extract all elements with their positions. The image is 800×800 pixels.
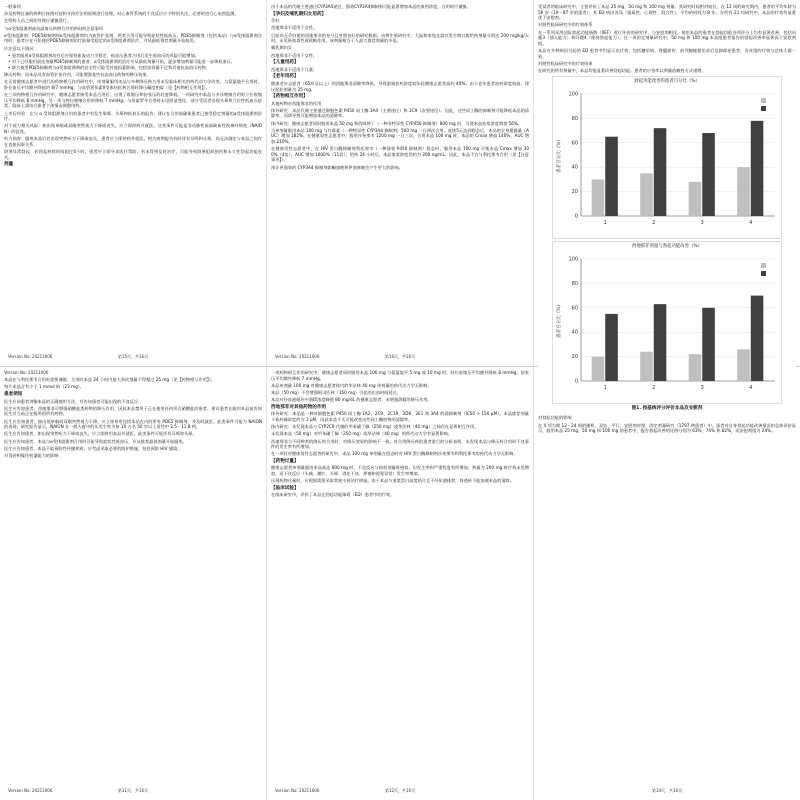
paragraph: 目前尚无孕妇使用西地那非的充分且对照良好的研究数据。动物生殖研究中，大鼠和家兔在器官发生期口服给药剂量分别达 200 mg/kg/天时，未见胚胎毒性或致畸作用，该剂量相当于人最大推荐剂量的多倍。 xyxy=(271,32,529,44)
x-tick-label: 3 xyxy=(700,385,704,392)
chart-1 xyxy=(552,76,782,239)
section-heading: 【临床试验】 xyxy=(271,485,299,491)
paragraph: 在给药人员之间的处理应谨慎进行。 xyxy=(4,18,72,24)
bar xyxy=(702,133,715,216)
document-page-15 xyxy=(4,4,262,362)
bar xyxy=(751,121,764,216)
paragraph: 医生应向患者讲解本品的正确使用方法，并告知患者可能出现的不良反应。 xyxy=(4,398,143,404)
paragraph: 由于本品的代谢主要通过CYP3A4途径，强效CYP3A4抑制剂可能显著增加本品的血药浓度，合用时应谨慎。 xyxy=(271,4,471,9)
paragraph: 每片本品含有少于 1 mmol 钠（23 mg）。 xyxy=(4,384,85,390)
page-number: 第16页，共16页 xyxy=(384,354,416,360)
bar xyxy=(592,357,605,381)
paragraph: 对勃起功能的影响 xyxy=(538,415,572,421)
paragraph: 在一项针对健康男性志愿者的研究中，本品 100 mg 单剂量在稳态时对 HIV 蛋白酶抑制剂沙奎那韦和利托那韦的药代动力学无影响。 xyxy=(271,451,518,457)
page-number: 第10页，共16页 xyxy=(651,788,683,794)
paragraph: 健康志愿者单剂量服用本品高达 800 mg 时，不良反应与较低剂量时相似，但发生率和严重程度有所增加。剂量为 200 mg 时疗效未见增加，而不良反应（头痛、潮红、头晕、消化不良、鼻塞和视觉异常）发生率增加。 xyxy=(271,465,529,477)
paragraph: 在健康男性志愿者中，在 HIV 蛋白酶抑制剂利托那韦（一种强效 P450 抑制剂）稳态时，服用本品 100 mg 可使本品 Cmax 增加 300%（4倍），AUC 增加 1000%（11倍）。给药 24 小时后，本品血浆浓度仍约为 200 ng/mL。因此，本品不宜与利托那韦合用（见【注意事项】）。 xyxy=(271,146,529,163)
y-tick-label: 60 xyxy=(571,305,578,312)
paragraph: 其他药物对西地那非的作用 xyxy=(271,100,322,106)
header-version: Version No: 20211006 xyxy=(4,370,49,375)
page-footer xyxy=(4,354,262,360)
paragraph: 本品在与利托那韦合用时需要谨慎，合用时本品 24 小时内最大单次剂量不得超过 25 mg（见【药物相互作用】）。 xyxy=(4,377,216,383)
bar xyxy=(640,352,653,381)
page-number: 第11页，共16页 xyxy=(117,788,149,794)
page-content xyxy=(538,4,796,74)
paragraph: 哺乳期妇女 xyxy=(271,45,292,51)
paragraph: 在 4 项为期 12 - 24 周的随机、双盲、平行、安慰剂对照、固定剂量研究（1797 例患者）中，患者对自身勃起功能改善情况的总体评价显示，服用本品 25 mg、50 mg 和 100 mg 的患者中，报告勃起改善的比例分别为 63%、74% 和 82%，而安慰剂组为 24%。 xyxy=(538,422,796,434)
document-page-11 xyxy=(4,370,262,796)
paragraph: 医生应告知患者，本品与α受体阻滞剂合用时可能导致症状性低血压，应从推荐最低剂量开始服用。 xyxy=(4,438,187,444)
paragraph: 对照性临床研究中的疗效结果 xyxy=(538,60,593,66)
paragraph: 西地那非不适用于女性。 xyxy=(271,25,318,31)
paragraph: 体外研究：本品是一种对细胞色素 P450 同工酶 1A2、2C9、2C19、2D6、2E1 和 3A4 的弱抑制剂（IC50 > 150 μM）。本品推荐剂量下血药峰浓度约为 1 μM，因此本品不太可能改变这些同工酶底物的清除率。 xyxy=(271,411,529,422)
paragraph: 医生应告知患者，如出现单眼或双眼突然视力下降，应立即停用包括本品在内的所有 PDE5 抑制剂，并及时就医。此类事件可能为 NAION 的表现。研究报告显示，NAION 在一般人群中的年发生率为每 10 万名 50 岁以上男性中 2.5 - 11.8 例。 xyxy=(4,418,262,430)
section-heading: 【儿童用药】 xyxy=(271,60,299,66)
paragraph: 对驾驶和操作机器能力的影响 xyxy=(4,452,59,458)
y-tick-label: 80 xyxy=(571,281,578,288)
bar xyxy=(751,296,764,381)
section-heading: 【老年用药】 xyxy=(271,74,299,80)
paragraph: 应注意以下情况： xyxy=(4,45,38,51)
paragraph: 未发现本品（50 mg）对甲苯磺丁脲（250 mg）或华法林（40 mg）的药代动力学有显著影响。 xyxy=(271,431,453,437)
version-label: Version No: 20211006 xyxy=(8,788,53,794)
y-axis-label: 患者百分比（%） xyxy=(557,302,562,339)
y-tick-label: 40 xyxy=(571,164,578,171)
paragraph: 上市后经验：在与 α 受体阻滞剂合用的患者中有发生晕厥、头晕和低血压的报告。建议在合用前确保患者已接受稳定剂量的α受体阻滞剂治疗。 xyxy=(4,110,262,122)
x-tick-label: 3 xyxy=(700,220,704,227)
document-page-10 xyxy=(538,4,796,796)
paragraph: 在一系列采用国际勃起功能指数（IIEF）进行评价的研究中，与安慰剂相比，使用本品的患者在勃起功能各项评分上均有显著改善，包括问题3（插入能力）和问题4（维持勃起能力）。在一项固定剂量研究中，50 mg 和 100 mg 本品组患者报告的勃起改善率显著高于安慰剂组。 xyxy=(538,29,796,46)
version-label: Version No: 20211006 xyxy=(8,354,53,360)
page-number: 第12页，共16页 xyxy=(384,788,416,794)
list-item: • 联合使用PDE5抑制剂与α受体阻滞剂的安全性可能受其他因素影响，包括血容量不足和其他抗高血压药物。 xyxy=(8,65,262,71)
version-label: Version No: 20211006 xyxy=(275,788,320,794)
legend-swatch xyxy=(761,98,766,103)
x-tick-label: 2 xyxy=(652,220,656,227)
document-page-12 xyxy=(271,370,529,796)
x-tick-label: 2 xyxy=(652,385,656,392)
page-content xyxy=(4,4,262,168)
document-page-16 xyxy=(271,4,529,362)
paragraph: 对于视力相关风险：如出现单眼或双眼突然视力下降或丧失，应立即停药并就医。这类事件可能是非动脉性前部缺血性视神经病变（NAION）的征兆。 xyxy=(4,123,262,134)
bullet-list xyxy=(4,53,262,71)
paragraph: 在正常健康志愿者中进行的药物相互作用研究中，单剂量服用本品与多种降压药合用未见临床相关的药代动力学改变。与氨氯地平合用时，卧位血压平均额外降低约 8/7 mmHg；与血管紧张素II受体拮抗剂合用时降压幅度相似（见【药物相互作用】）。 xyxy=(4,79,262,91)
chart-title: 西地那非剂量与勃起功能改善（%） xyxy=(631,243,703,249)
chart-1-svg xyxy=(553,86,783,236)
legend-swatch xyxy=(761,263,766,268)
y-tick-label: 100 xyxy=(568,91,578,98)
section-heading: 西地那非对其他药物的作用 xyxy=(271,404,327,410)
bar xyxy=(592,179,605,216)
after-chart-content xyxy=(538,415,796,433)
paragraph: 西地那非不适用于儿童。 xyxy=(271,66,318,72)
paragraph: α受体阻滞剂：PDE5抑制剂和α受体阻滞剂均为血管扩张剂，两者合用可能导致症状性低血压。PDE5抑制剂（包括本品）与α受体阻滞剂合用时，患者应在开始使用PDE5抑制剂治疗前接受稳定的α受体阻滞剂治疗，并从最低推荐剂量开始服用。 xyxy=(4,32,262,44)
x-tick-label: 4 xyxy=(749,385,753,392)
figure-caption: 图1. 按基线评分评价本品及安慰剂 xyxy=(631,405,703,411)
legend-swatch xyxy=(761,271,766,276)
paragraph: 一项药物相互作用研究中，健康志愿者同时服用本品 100 mg 与氨氯地平 5 mg 或 10 mg 时，卧位收缩压平均额外降低 8 mmHg，舒张压平均额外降低 7 mmHg。 xyxy=(271,370,529,381)
y-tick-label: 80 xyxy=(571,115,578,122)
paragraph: 听力损害：服用本品后若出现突然听力下降或丧失，患者应立即停药并就医。相关病例报告有时伴有耳鸣和头晕，尚无法确定与本品之间存在直接因果关系。 xyxy=(4,136,262,147)
y-tick-label: 20 xyxy=(571,354,578,361)
paragraph: 医生应告知患者，如出现突然听力下降或丧失，应立即停用本品并就医。此类事件可能伴有耳鸣和头晕。 xyxy=(4,431,197,437)
x-tick-label: 1 xyxy=(603,385,607,392)
bar xyxy=(605,314,618,381)
section-heading: 【药物相互作用】 xyxy=(271,94,308,100)
version-label: Version No: 20211006 xyxy=(275,354,320,360)
paragraph: 受试者的临床研究中，主要评价了本品 25 mg、50 mg 和 100 mg 剂量。其研究时间相对较长，在 12 周的研究期内，患者的平均年龄为 56 岁（19 - 87 岁的患者），其 ED 病因各异（器质性、心理性、混合性）。平均的时间为 8 年，在所有 21 项研究中，本品的疗效均显著优于安慰剂。 xyxy=(538,4,796,21)
section-heading: 【药物过量】 xyxy=(271,458,299,464)
paragraph: 体外研究：本品代谢主要通过细胞色素 P450 同工酶 3A4（主要途径）和 2C9（次要途径）。因此，这些同工酶的抑制剂可能降低本品的清除率，而诱导剂可能增加本品的清除率。 xyxy=(271,107,529,119)
paragraph: 出现药物过量时，应根据需要采取常规支持治疗措施。由于本品与血浆蛋白高度结合且不经尿液排泄，肾透析不能加速本品的清除。 xyxy=(271,478,514,484)
page-content xyxy=(271,370,529,498)
paragraph: 体内研究：未发现本品与 CYP2C9 代谢的甲苯磺丁脲（250 mg）或华法林（40 mg）之间存在显著相互作用。 xyxy=(271,424,479,430)
paragraph: 在研究的所有剂量中，本品均能显著改善勃起功能。患者的应答率以剂量依赖性方式递增。 xyxy=(538,67,706,73)
bar xyxy=(654,128,667,216)
chart-2 xyxy=(552,241,782,404)
y-tick-label: 0 xyxy=(574,378,578,385)
y-tick-label: 100 xyxy=(568,256,578,263)
paragraph: 西地那非与不同种类的降压药合用时，对降压效果的影响不一致。对合用降压药的患者进行的分析表明，未发现本品与降压药合用时不良事件的发生率有所增加。 xyxy=(271,438,529,450)
paragraph: 涉及药物过量的病例应按照对症和支持疗法的原则进行处理。对心血管系统的不良反应应予特别关注，必要时进行心电图监测。 xyxy=(4,11,239,17)
paragraph: 医生应告知患者，本品不能预防性传播疾病，应考虑采取必要的防护措施，包括预防 HIV 感染。 xyxy=(4,445,182,451)
list-item: • 对于已经服用最佳剂量PDE5抑制剂的患者，α受体阻滞剂的治疗应从最低剂量开始，逐步增加剂量可能进一步降低血压。 xyxy=(8,59,262,65)
page-footer xyxy=(538,788,796,794)
paragraph: 本品（50 mg）不会增强阿司匹林（150 mg）引起的出血时间延长。 xyxy=(271,389,401,395)
page-footer xyxy=(271,788,529,794)
paragraph: 体内研究：健康志愿者同时服用本品 50 mg 和西咪替丁（一种非特异性 CYP450 抑制剂）800 mg 时，可使本品血浆浓度增加 56%。 xyxy=(271,120,523,126)
bar xyxy=(654,304,667,381)
bar xyxy=(702,308,715,381)
paragraph: 在三项药物相互作用研究中，健康志愿者接受本品合用后，出现了收缩压和舒张压的轻度降低。一项研究中本品与多沙唑嗪合用时立位收缩压平均降低 8 mmHg，另一项与特拉唑嗪合用时降低 7 mmHg；与坦索罗辛合用时未见明显变化。部分受试者出现头晕和立位性低血压症状。临床上需结合患者个体情况调整用药。 xyxy=(4,92,262,109)
chart-title: 勃起功能改善的患者百分比（%） xyxy=(634,78,700,84)
paragraph: 预计更强效的 CYP3A4 抑制剂如酮康唑和伊曲康唑会产生更大的影响。 xyxy=(271,164,403,170)
x-tick-label: 4 xyxy=(749,220,753,227)
paragraph: 本品对经血液循环中酒精浓度峰值 80 mg/dL 的健康志愿者，未增强酒精的降压作用。 xyxy=(271,397,432,403)
paragraph: 孕妇 xyxy=(271,18,280,24)
page-number: 第15页，共16页 xyxy=(117,354,149,360)
paragraph: 对照性临床研究中的疗效体系 xyxy=(538,22,593,28)
page-footer xyxy=(4,788,262,794)
paragraph: 降压药物：因本品具有血管扩张作用，可能增强某些抗高血压药物的降压效果。 xyxy=(4,72,151,78)
page-content xyxy=(271,4,529,170)
paragraph: 当单剂量服用本品 100 mg 与红霉素（一种特异性 CYP3A4 抑制剂）500 mg 一日两次合用，连续5天达到稳态后，本品的全身暴露量（AUC）增加 182%。在健康男性志愿者中，服用沙奎那韦 1200 mg 一日三次，合用本品 100 mg 时，本品的 Cmax 增加 140%，AUC 增加 210%。 xyxy=(271,127,529,145)
section-heading: 【孕妇及哺乳期妇女用药】 xyxy=(271,11,327,17)
bar xyxy=(737,350,750,382)
legend-swatch xyxy=(761,106,766,111)
list-item: • 患者服用α受体阻滞剂治疗后应保持血流动力学稳定，低血压患者合用后发生低血压的风险可能增加。 xyxy=(8,53,262,59)
paragraph: 一般事项 xyxy=(4,4,21,9)
section-heading: 剂量 xyxy=(4,162,14,168)
x-tick-label: 1 xyxy=(603,220,607,227)
bar xyxy=(640,173,653,216)
y-axis-label: 患者百分比（%） xyxy=(557,137,562,173)
bar xyxy=(689,182,702,216)
bar xyxy=(689,354,702,381)
paragraph: 阴茎异常勃起：若勃起持续时间超过4小时，患者应立即寻求医疗帮助。若未得到及时治疗，可能导致阴茎组织损伤和永久性勃起功能丧失。 xyxy=(4,148,262,160)
paragraph: 西地那非不适用于女性。 xyxy=(271,52,318,58)
paragraph: 本品单剂量 100 mg 对健康志愿者体内的华法林 40 mg 单剂量的药代动力学无影响。 xyxy=(271,382,432,388)
paragraph: 医生应告知患者，西地那非可增强硝酸盐类药物的降压作用，因此本品禁用于正在使用任何形式硝酸盐的患者。建议患者在服用本品前告知医生其当前正在服用的所有药物。 xyxy=(4,405,262,417)
page-content xyxy=(4,370,262,458)
paragraph: 健康老年志愿者（65岁及以上）的西地那非清除率降低，导致游离血药浓度较年轻健康志愿者高约 40%。由于老年患者血药浓度较高，建议起始剂量为 25 mg。 xyxy=(271,80,529,92)
bar xyxy=(737,167,750,216)
y-tick-label: 40 xyxy=(571,329,578,336)
paragraph: 在临床研究中，评价了本品在勃起功能障碍（ED）患者中的疗效。 xyxy=(271,492,395,498)
section-heading: 患者须知 xyxy=(4,391,23,397)
y-tick-label: 20 xyxy=(571,189,578,196)
bar xyxy=(605,137,618,216)
y-tick-label: 0 xyxy=(574,213,578,220)
paragraph: 本品在多种病因引起的 ED 患者中均显示出疗效，包括糖尿病、脊髓损伤、前列腺癌根治术后及抑郁症患者，各亚组的疗效与总体人群一致。 xyxy=(538,47,796,59)
page-footer xyxy=(271,354,529,360)
paragraph: 与α受体阻滞剂或抗高血压药物合并用药时的注意事项 xyxy=(4,25,104,31)
y-tick-label: 60 xyxy=(571,140,578,147)
chart-2-svg xyxy=(553,251,783,401)
